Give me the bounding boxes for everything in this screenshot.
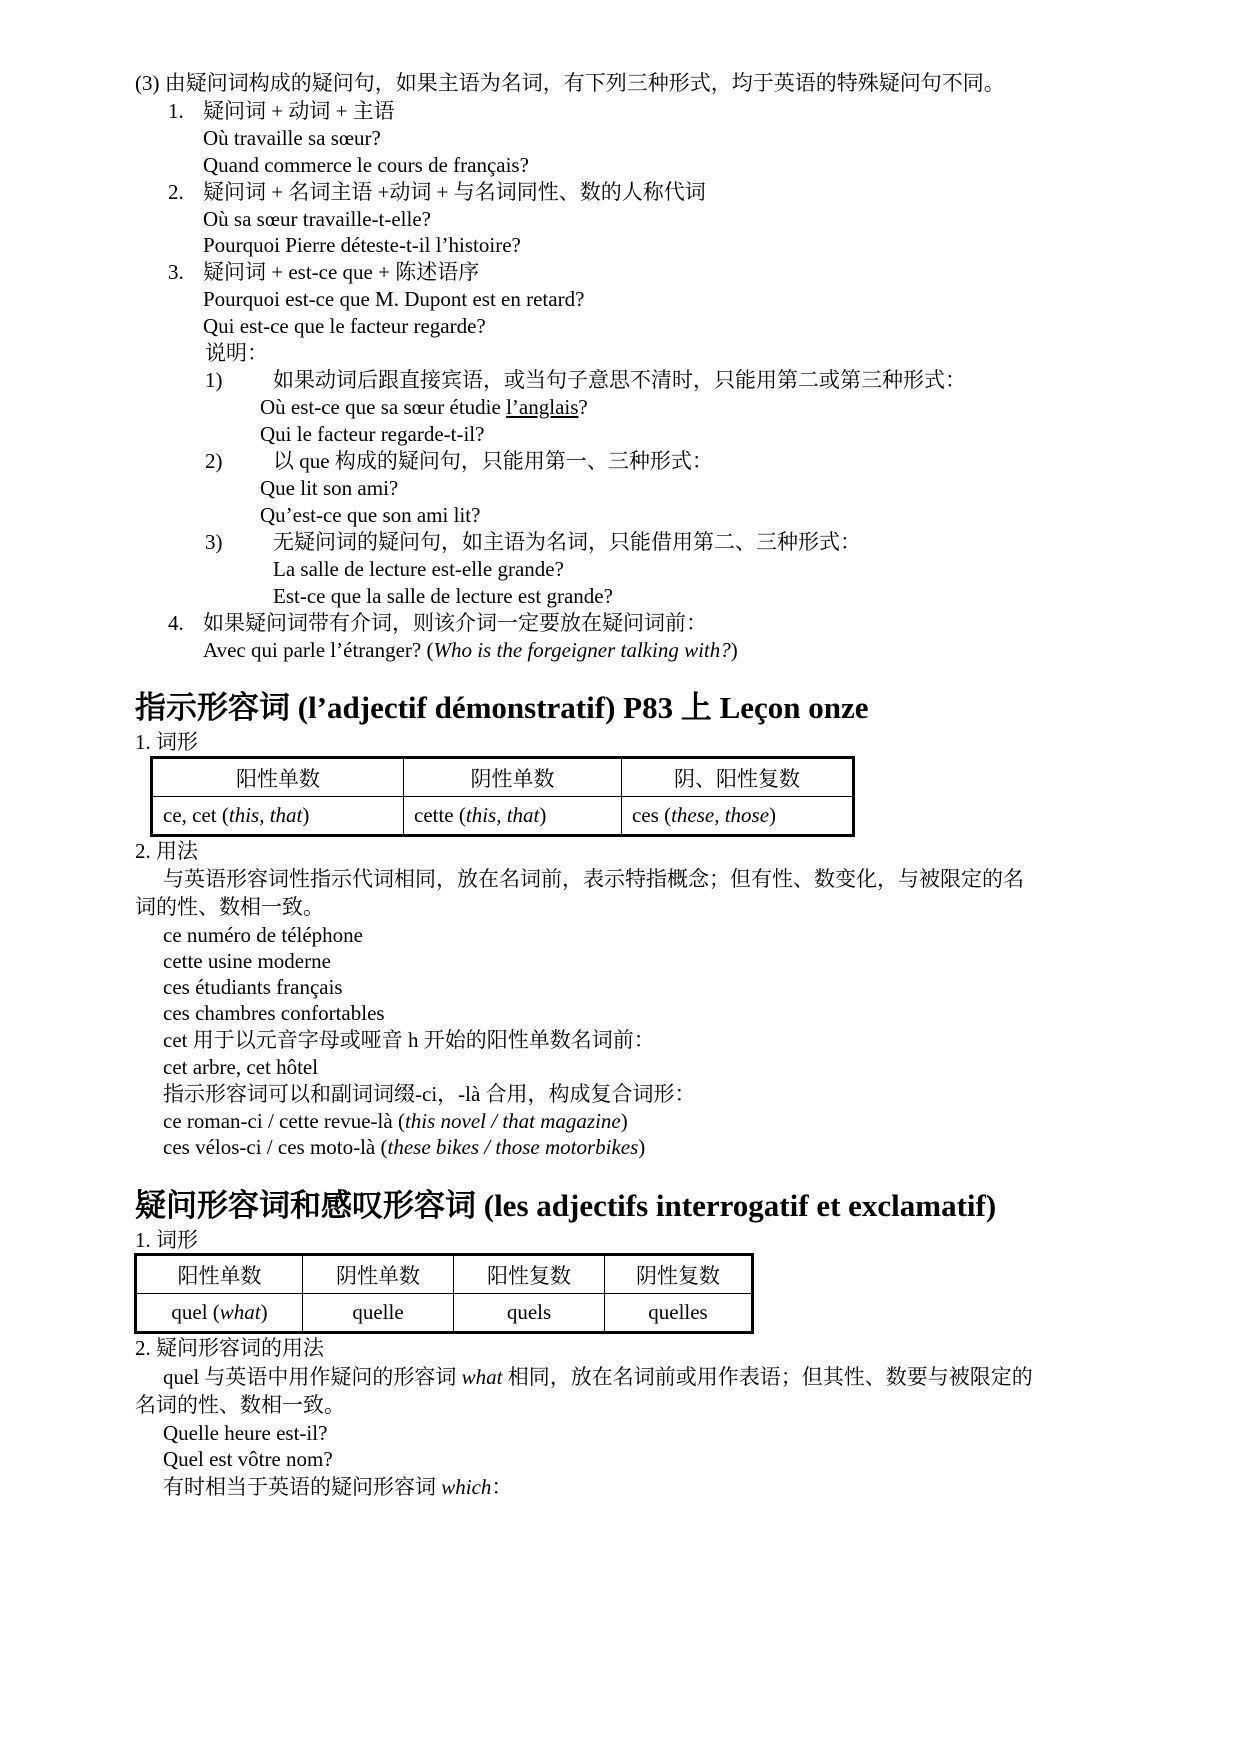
intro-paragraph: (3) 由疑问词构成的疑问句，如果主语为名词，有下列三种形式，均于英语的特殊疑问句不同。 [135, 71, 1005, 95]
example-line: Pourquoi est-ce que M. Dupont est en retard? [203, 287, 585, 311]
example-line: Où est-ce que sa sœur étudie l’anglais? [260, 395, 588, 419]
example-line: Quand commerce le cours de français? [203, 153, 529, 177]
example-line: ces étudiants français [163, 975, 343, 999]
example-line: Où travaille sa sœur? [203, 126, 381, 150]
item-4-number: 4. [168, 611, 184, 635]
example-line: ces vélos-ci / ces moto-là (these bikes / those motorbikes) [163, 1135, 646, 1159]
table-header-cell: 阴性复数 [605, 1255, 753, 1294]
english-translation: this novel / that magazine [404, 1109, 621, 1133]
note-label: 说明： [205, 341, 268, 365]
table-row [136, 1294, 753, 1333]
example-line: cette usine moderne [163, 949, 331, 973]
item-2-heading: 疑问词 + 名词主语 +动词 + 与名词同性、数的人称代词 [203, 180, 706, 204]
demonstrative-form-table [150, 756, 855, 837]
table-header-row [136, 1255, 753, 1294]
example-line: Quel est vôtre nom? [163, 1447, 333, 1471]
table-cell: quelle [303, 1294, 454, 1333]
note-3-text: 无疑问词的疑问句，如主语为名词，只能借用第二、三种形式： [273, 530, 861, 554]
example-line: ce numéro de téléphone [163, 923, 363, 947]
example-line: Avec qui parle l’étranger? (Who is the forgeigner talking with?) [203, 638, 738, 662]
subheading-usage: 2. 用法 [135, 839, 198, 863]
example-line: Que lit son ami? [260, 476, 399, 500]
example-line: La salle de lecture est-elle grande? [273, 557, 564, 581]
table-row [152, 797, 854, 836]
usage-paragraph-line: quel 与英语中用作疑问的形容词 what 相同，放在名词前或用作表语；但其性、数要与被限定的 [163, 1365, 1033, 1389]
note-1-text: 如果动词后跟直接宾语，或当句子意思不清时，只能用第二或第三种形式： [273, 368, 966, 392]
example-line: Pourquoi Pierre déteste-t-il l’histoire? [203, 233, 521, 257]
example-line: Qui est-ce que le facteur regarde? [203, 314, 486, 338]
item-4-heading: 如果疑问词带有介词，则该介词一定要放在疑问词前： [203, 611, 707, 635]
usage-paragraph-line: 有时相当于英语的疑问形容词 which： [163, 1475, 513, 1499]
subheading-usage: 2. 疑问形容词的用法 [135, 1336, 324, 1360]
note-2-number: 2) [205, 449, 223, 473]
note-1-number: 1) [205, 368, 223, 392]
table-header-cell: 阳性单数 [152, 758, 404, 797]
table-cell: ces (these, those) [622, 797, 854, 836]
item-1-number: 1. [168, 99, 184, 123]
table-header-cell: 阳性单数 [136, 1255, 303, 1294]
example-line: ce roman-ci / cette revue-là (this novel / that magazine) [163, 1109, 628, 1133]
underlined-word: l’anglais [506, 395, 579, 419]
table-header-cell: 阴、阳性复数 [622, 758, 854, 797]
english-translation: Who is the forgeigner talking with? [433, 638, 731, 662]
table-cell: ce, cet (this, that) [152, 797, 404, 836]
table-cell: quel (what) [136, 1294, 303, 1333]
english-translation: these bikes / those motorbikes [387, 1135, 639, 1159]
example-line: Où sa sœur travaille-t-elle? [203, 207, 431, 231]
table-header-cell: 阴性单数 [303, 1255, 454, 1294]
example-line: ces chambres confortables [163, 1001, 385, 1025]
item-3-heading: 疑问词 + est-ce que + 陈述语序 [203, 260, 480, 284]
example-line: Est-ce que la salle de lecture est grande? [273, 584, 613, 608]
table-cell: quelles [605, 1294, 753, 1333]
table-header-cell: 阴性单数 [404, 758, 622, 797]
table-header-cell: 阳性复数 [454, 1255, 605, 1294]
example-line: Qu’est-ce que son ami lit? [260, 503, 481, 527]
usage-paragraph-line: 名词的性、数相一致。 [135, 1393, 345, 1417]
item-3-number: 3. [168, 260, 184, 284]
table-cell: quels [454, 1294, 605, 1333]
subheading-word-form: 1. 词形 [135, 730, 198, 754]
note-3-number: 3) [205, 530, 223, 554]
section-heading-demonstratif: 指示形容词 (l’adjectif démonstratif) P83 上 Leçon onze [135, 690, 869, 725]
item-2-number: 2. [168, 180, 184, 204]
example-line: cet arbre, cet hôtel [163, 1055, 319, 1079]
example-line: Qui le facteur regarde-t-il? [260, 422, 485, 446]
subheading-word-form: 1. 词形 [135, 1228, 198, 1252]
usage-paragraph-line: 与英语形容词性指示代词相同，放在名词前，表示特指概念；但有性、数变化，与被限定的名 [163, 867, 1024, 891]
quel-form-table [134, 1253, 754, 1334]
table-header-row [152, 758, 854, 797]
item-1-heading: 疑问词 + 动词 + 主语 [203, 99, 395, 123]
example-line: 指示形容词可以和副词词缀-ci，-là 合用，构成复合词形： [163, 1082, 696, 1106]
note-2-text: 以 que 构成的疑问句，只能用第一、三种形式： [273, 449, 713, 473]
example-line: cet 用于以元音字母或哑音 h 开始的阳性单数名词前： [163, 1028, 655, 1052]
usage-paragraph-line: 词的性、数相一致。 [135, 895, 324, 919]
example-line: Quelle heure est-il? [163, 1421, 328, 1445]
section-heading-quel: 疑问形容词和感叹形容词 (les adjectifs interrogatif et exclamatif) [135, 1188, 997, 1223]
table-cell: cette (this, that) [404, 797, 622, 836]
